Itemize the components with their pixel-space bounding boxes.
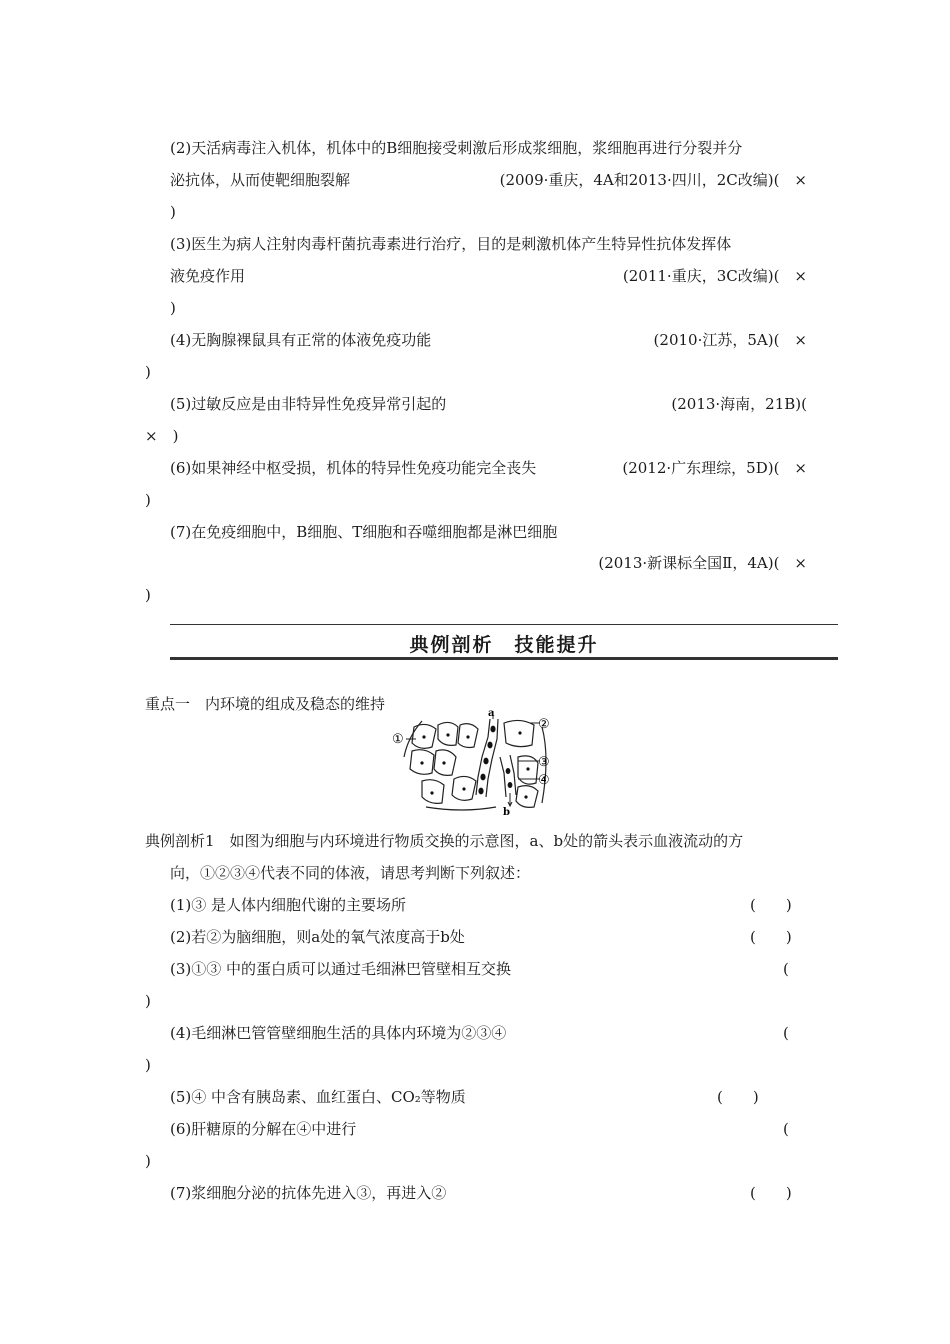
answer-paren-4[interactable]: (	[783, 1024, 789, 1042]
item-3-line1: (3)医生为病人注射肉毒杆菌抗毒素进行治疗，目的是刺激机体产生特异性抗体发挥体	[170, 235, 732, 253]
item-2-line2: 泌抗体，从而使靶细胞裂解	[170, 171, 351, 189]
figure-label-3: ③	[538, 755, 550, 770]
example-line1: 典例剖析1 如图为细胞与内环境进行物质交换的示意图，a、b处的箭头表示血液流动的方	[145, 832, 744, 850]
question-3: (3)①③ 中的蛋白质可以通过毛细淋巴管壁相互交换	[170, 960, 512, 978]
answer-paren-7[interactable]: ( )	[750, 1184, 792, 1202]
answer-close-6: )	[145, 1152, 151, 1170]
question-6: (6)肝糖原的分解在④中进行	[170, 1120, 357, 1138]
answer-close-4: )	[145, 1056, 151, 1074]
item-5-source: (2013·海南，21B)(	[671, 395, 807, 413]
banner-title: 典例剖析 技能提升	[409, 634, 599, 656]
item-3-line2: 液免疫作用	[170, 267, 246, 285]
figure-label-b: b	[503, 807, 510, 818]
item-4-line1: (4)无胸腺裸鼠具有正常的体液免疫功能	[170, 331, 432, 349]
question-1: (1)③ 是人体内细胞代谢的主要场所	[170, 896, 407, 914]
cell-exchange-figure	[392, 707, 562, 819]
item-2-line1: (2)天活病毒注入机体，机体中的B细胞接受刺激后形成浆细胞，浆细胞再进行分裂并分	[170, 139, 743, 157]
banner-bottom-rule	[170, 657, 838, 660]
section-heading: 重点一 内环境的组成及稳态的维持	[145, 695, 386, 713]
item-5-close: × )	[145, 427, 179, 445]
item-7-line1: (7)在免疫细胞中，B细胞、T细胞和吞噬细胞都是淋巴细胞	[170, 523, 558, 541]
figure-label-a: a	[488, 708, 495, 719]
question-2: (2)若②为脑细胞，则a处的氧气浓度高于b处	[170, 928, 465, 946]
banner-top-rule	[170, 624, 838, 625]
item-6-source: (2012·广东理综，5D)( ×	[622, 459, 807, 477]
figure-label-4: ④	[538, 773, 550, 788]
item-2-source: (2009·重庆，4A和2013·四川，2C改编)( ×	[499, 171, 807, 189]
question-5: (5)④ 中含有胰岛素、血红蛋白、CO₂等物质	[170, 1088, 466, 1106]
item-2-close: )	[170, 203, 176, 221]
question-4: (4)毛细淋巴管管壁细胞生活的具体内环境为②③④	[170, 1024, 507, 1042]
answer-paren-2[interactable]: ( )	[750, 928, 792, 946]
answer-paren-1[interactable]: ( )	[750, 896, 792, 914]
item-7-close: )	[145, 586, 151, 604]
item-7-source: (2013·新课标全国Ⅱ，4A)( ×	[598, 554, 807, 572]
figure-label-1: ①	[392, 732, 404, 747]
item-3-close: )	[170, 299, 176, 317]
item-6-line1: (6)如果神经中枢受损，机体的特异性免疫功能完全丧失	[170, 459, 537, 477]
item-4-close: )	[145, 363, 151, 381]
example-line2: 向，①②③④代表不同的体液，请思考判断下列叙述：	[170, 864, 531, 882]
question-7: (7)浆细胞分泌的抗体先进入③，再进入②	[170, 1184, 447, 1202]
item-3-source: (2011·重庆，3C改编)( ×	[622, 267, 807, 285]
answer-paren-3[interactable]: (	[783, 960, 789, 978]
answer-paren-6[interactable]: (	[783, 1120, 789, 1138]
item-5-line1: (5)过敏反应是由非特异性免疫异常引起的	[170, 395, 447, 413]
answer-paren-5[interactable]: ( )	[717, 1088, 759, 1106]
figure-label-2: ②	[538, 717, 550, 732]
item-4-source: (2010·江苏，5A)( ×	[653, 331, 807, 349]
item-6-close: )	[145, 491, 151, 509]
answer-close-3: )	[145, 992, 151, 1010]
